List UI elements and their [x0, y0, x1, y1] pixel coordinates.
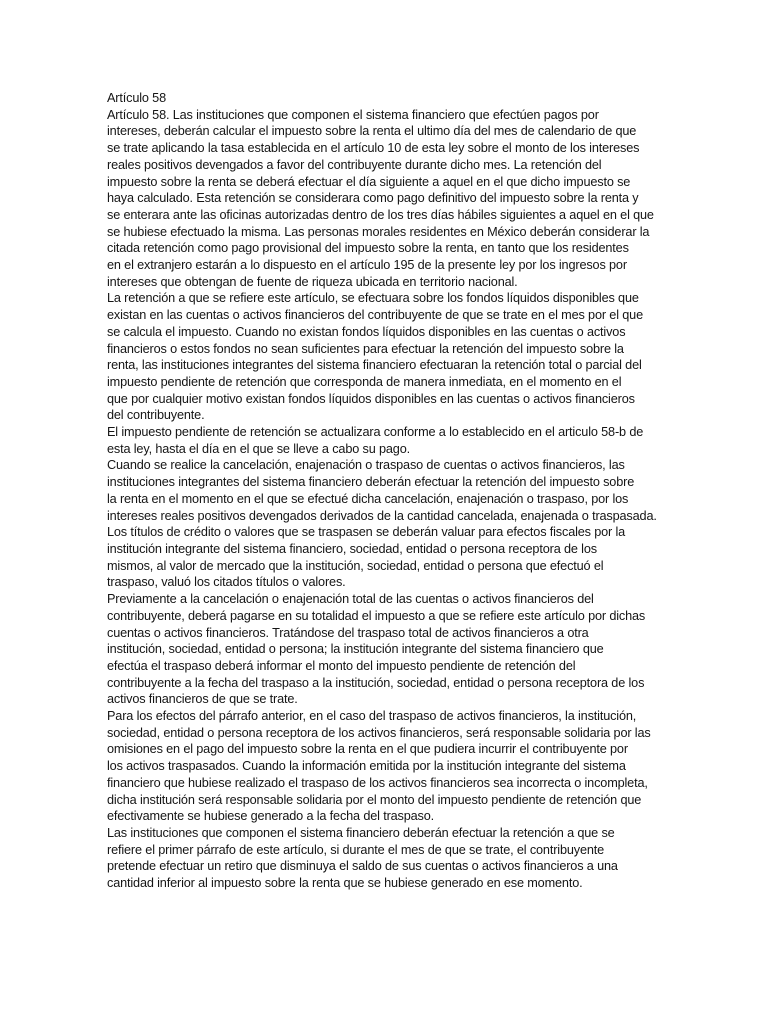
- paragraph: [107, 708, 667, 825]
- paragraph-line: citada retención como pago provisional del impuesto sobre la renta, en tanto que los residentes: [107, 241, 629, 256]
- paragraph-line: institución integrante del sistema financiero, sociedad, entidad o persona receptora de los: [107, 541, 597, 556]
- paragraph-line: se trate aplicando la tasa establecida en el artículo 10 de esta ley sobre el monto de los intereses: [107, 141, 640, 156]
- paragraph-line: la renta en el momento en el que se efectué dicha cancelación, enajenación o traspaso, por los: [107, 491, 629, 506]
- paragraph-line: impuesto pendiente de retención que corresponda de manera inmediata, en el momento en el: [107, 374, 622, 389]
- paragraph-line: los activos traspasados. Cuando la información emitida por la institución integrante del sistema: [107, 759, 626, 774]
- paragraph-line: efectúa el traspaso deberá informar el monto del impuesto pendiente de retención del: [107, 658, 576, 673]
- paragraph: [107, 424, 667, 457]
- paragraph-line: intereses reales positivos devengados derivados de la cantidad cancelada, enajenada o traspasada.: [107, 508, 657, 523]
- paragraph: [107, 524, 667, 591]
- paragraph-line: instituciones integrantes del sistema financiero deberán efectuar la retención del impuesto sobre: [107, 475, 635, 490]
- paragraph-line: existan en las cuentas o activos financieros del contribuyente de que se trate en el mes por el que: [107, 308, 643, 323]
- paragraph-line: renta, las instituciones integrantes del sistema financiero efectuaran la retención total o parcial del: [107, 358, 642, 373]
- paragraph-line: La retención a que se refiere este artículo, se efectuara sobre los fondos líquidos disponibles que: [107, 291, 639, 306]
- paragraph-line: en el extranjero estarán a lo dispuesto en el artículo 195 de la presente ley por los ingresos por: [107, 258, 627, 273]
- paragraph-line: se hubiese efectuado la misma. Las personas morales residentes en México deberán considerar la: [107, 224, 650, 239]
- paragraph-line: refiere el primer párrafo de este artículo, si durante el mes de que se trate, el contribuyente: [107, 842, 605, 857]
- paragraph: [107, 290, 667, 424]
- paragraph-line: se enterara ante las oficinas autorizadas dentro de los tres días hábiles siguientes a aquel en el que: [107, 207, 654, 222]
- paragraph-line: efectivamente se hubiese generado a la fecha del traspaso.: [107, 809, 435, 824]
- paragraph-line: omisiones en el pago del impuesto sobre la renta en el que pudiera incurrir el contribuyente por: [107, 742, 628, 757]
- paragraph-line: haya calculado. Esta retención se considerara como pago definitivo del impuesto sobre la renta y: [107, 191, 639, 206]
- paragraph: [107, 591, 667, 708]
- paragraph-line: El impuesto pendiente de retención se actualizara conforme a lo establecido en el articulo 58-b de: [107, 425, 644, 440]
- paragraph-line: impuesto sobre la renta se deberá efectuar el día siguiente a aquel en el que dicho impuesto se: [107, 174, 631, 189]
- article-body: [107, 107, 667, 892]
- paragraph-line: mismos, al valor de mercado que la institución, sociedad, entidad o persona que efectuó el: [107, 558, 604, 573]
- paragraph-line: Los títulos de crédito o valores que se traspasen se deberán valuar para efectos fiscales por la: [107, 525, 626, 540]
- paragraph-line: activos financieros de que se trate.: [107, 692, 298, 707]
- paragraph-line: se calcula el impuesto. Cuando no existan fondos líquidos disponibles en las cuentas o activos: [107, 324, 626, 339]
- paragraph-line: sociedad, entidad o persona receptora de los activos financieros, será responsable solidaria por las: [107, 725, 651, 740]
- paragraph: [107, 825, 667, 892]
- paragraph-line: cantidad inferior al impuesto sobre la renta que se hubiese generado en ese momento.: [107, 876, 583, 891]
- paragraph-line: financiero que hubiese realizado el traspaso de los activos financieros sea incorrecta o incompleta,: [107, 775, 648, 790]
- paragraph-line: intereses, deberán calcular el impuesto sobre la renta el ultimo día del mes de calendario de que: [107, 124, 637, 139]
- paragraph-line: traspaso, valuó los citados títulos o valores.: [107, 575, 346, 590]
- paragraph-line: intereses que obtengan de fuente de riqueza ubicada en territorio nacional.: [107, 274, 518, 289]
- paragraph-line: pretende efectuar un retiro que disminuya el saldo de sus cuentas o activos financieros a una: [107, 859, 618, 874]
- paragraph-line: del contribuyente.: [107, 408, 205, 423]
- paragraph-line: esta ley, hasta el día en el que se lleve a cabo su pago.: [107, 441, 410, 456]
- paragraph-line: Para los efectos del párrafo anterior, en el caso del traspaso de activos financieros, la institución,: [107, 709, 637, 724]
- paragraph-line: financieros o estos fondos no sean suficientes para efectuar la retención del impuesto sobre la: [107, 341, 624, 356]
- paragraph-line: contribuyente a la fecha del traspaso a la institución, sociedad, entidad o persona receptora de los: [107, 675, 645, 690]
- paragraph: [107, 457, 667, 524]
- paragraph-line: institución, sociedad, entidad o persona; la institución integrante del sistema financiero que: [107, 642, 604, 657]
- paragraph-line: que por cualquier motivo existan fondos líquidos disponibles en las cuentas o activos financieros: [107, 391, 635, 406]
- document-page: [107, 90, 667, 892]
- paragraph-line: Las instituciones que componen el sistema financiero deberán efectuar la retención a que se: [107, 825, 615, 840]
- paragraph-line: Previamente a la cancelación o enajenación total de las cuentas o activos financieros del: [107, 592, 594, 607]
- paragraph-line: dicha institución será responsable solidaria por el monto del impuesto pendiente de retención que: [107, 792, 642, 807]
- paragraph-line: reales positivos devengados a favor del contribuyente durante dicho mes. La retención del: [107, 157, 602, 172]
- paragraph: [107, 107, 667, 291]
- article-heading: Artículo 58: [107, 91, 166, 105]
- paragraph-line: Cuando se realice la cancelación, enajenación o traspaso de cuentas o activos financieros, las: [107, 458, 625, 473]
- paragraph-line: cuentas o activos financieros. Tratándose del traspaso total de activos financieros a otra: [107, 625, 589, 640]
- paragraph-line: Artículo 58. Las instituciones que componen el sistema financiero que efectúen pagos por: [107, 107, 599, 122]
- paragraph-line: contribuyente, deberá pagarse en su totalidad el impuesto a que se refiere este artículo por dichas: [107, 608, 646, 623]
